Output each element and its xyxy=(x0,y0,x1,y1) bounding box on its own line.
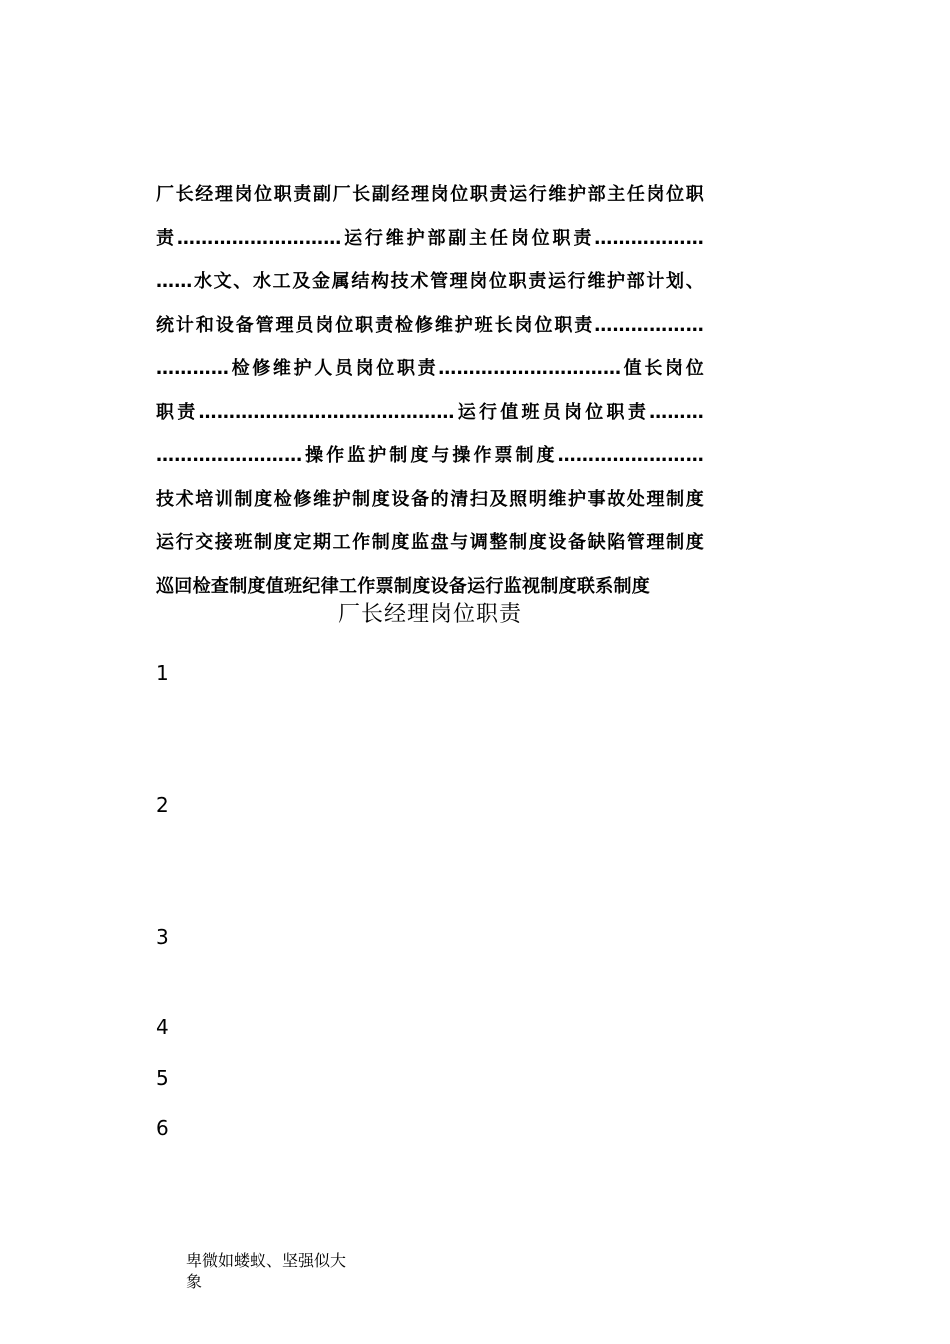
toc-line: ……………………操作监护制度与操作票制度…………………… xyxy=(156,445,704,466)
toc-line: 厂长经理岗位职责副厂长副经理岗位职责运行维护部主任岗位职 xyxy=(156,184,704,205)
toc-line: …………检修维护人员岗位职责…………………………值长岗位 xyxy=(156,358,704,379)
list-item-number: 3 xyxy=(156,925,169,949)
toc-line: 技术培训制度检修维护制度设备的清扫及照明维护事故处理制度 xyxy=(156,488,704,510)
list-item-number: 2 xyxy=(156,793,169,817)
toc-line: 职责……………………………………运行值班员岗位职责……… xyxy=(156,401,704,423)
footer-line: 象 xyxy=(186,1272,203,1291)
table-of-contents xyxy=(156,173,704,608)
footer-line: 卑微如蝼蚁、坚强似大 xyxy=(186,1251,347,1270)
section-title: 厂长经理岗位职责 xyxy=(337,602,522,627)
list-item-number: 6 xyxy=(156,1116,169,1140)
toc-line: 运行交接班制度定期工作制度监盘与调整制度设备缺陷管理制度 xyxy=(156,532,704,553)
toc-line: 统计和设备管理员岗位职责检修维护班长岗位职责……………… xyxy=(156,314,704,336)
list-item-number: 4 xyxy=(156,1015,169,1039)
list-item-number: 1 xyxy=(156,661,169,685)
list-item-number: 5 xyxy=(156,1066,169,1090)
page-footer xyxy=(186,1250,364,1292)
toc-line: 巡回检查制度值班纪律工作票制度设备运行监视制度联系制度 xyxy=(156,575,651,597)
toc-line: ……水文、水工及金属结构技术管理岗位职责运行维护部计划、 xyxy=(156,271,704,292)
toc-line: 责………………………运行维护部副主任岗位职责……………… xyxy=(156,227,704,249)
